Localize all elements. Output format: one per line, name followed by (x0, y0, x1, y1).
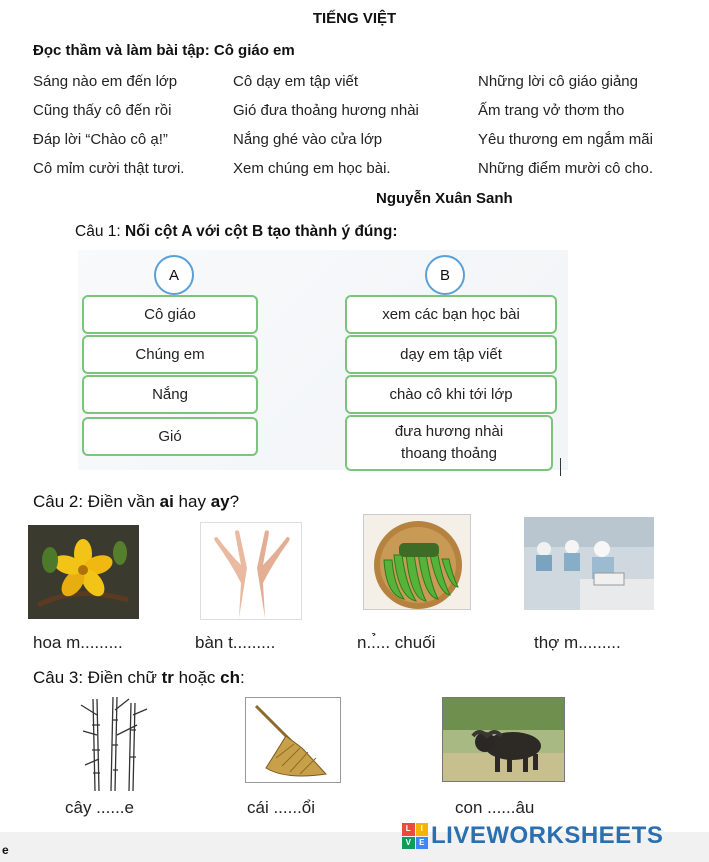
poem-line: Những lời cô giáo giảng (478, 73, 638, 90)
poem-line: Cô mỉm cười thật tươi. (33, 160, 185, 177)
tailors-image (524, 517, 654, 610)
poem-line: Cũng thấy cô đến rồi (33, 102, 172, 119)
logo-badge-icon (402, 823, 428, 849)
match-a-item[interactable]: Chúng em (82, 335, 258, 374)
text-cursor (560, 458, 561, 476)
question-2-option-2: ay (210, 492, 230, 511)
bamboo-image (77, 695, 149, 791)
match-b-item[interactable]: xem các bạn học bài (345, 295, 557, 334)
question-3-title (33, 668, 245, 688)
question-2-option-1: ai (159, 492, 174, 511)
match-b-item[interactable]: đưa hương nhài thoang thoảng (345, 415, 553, 471)
page-title: TIẾNG VIỆT (312, 10, 397, 27)
logo-badge-letter: L (402, 823, 415, 836)
hands-image (200, 522, 302, 620)
reading-subtitle: Đọc thầm và làm bài tập: Cô giáo em (33, 42, 295, 59)
question-3-suffix: : (240, 668, 245, 687)
liveworksheets-logo[interactable] (402, 822, 663, 850)
question-2-prefix: Câu 2: Điền vần (33, 492, 160, 511)
fill-blank-item[interactable]: hoa m......... (33, 633, 123, 652)
poem-author: Nguyễn Xuân Sanh (376, 190, 513, 207)
buffalo-image (442, 697, 565, 782)
fill-blank-item[interactable]: cây ......e (65, 798, 134, 817)
logo-badge-letter: V (402, 837, 415, 850)
question-2-suffix: ? (229, 492, 240, 511)
question-3-prefix: Câu 3: Điền chữ (33, 668, 162, 687)
fill-blank-item[interactable]: bàn t......... (195, 633, 276, 652)
poem-line: Xem chúng em học bài. (233, 160, 391, 177)
match-a-item[interactable]: Nắng (82, 375, 258, 414)
poem-line: Ấm trang vở thơm tho (478, 102, 625, 119)
poem-line: Nắng ghé vào cửa lớp (233, 131, 383, 148)
question-1-label: Câu 1: (75, 223, 125, 240)
question-2-title (33, 492, 239, 512)
logo-text: LIVEWORKSHEETS (431, 822, 664, 849)
match-b-item[interactable]: chào cô khi tới lớp (345, 375, 557, 414)
poem-line: Sáng nào em đến lớp (33, 73, 178, 90)
question-3-option-2: ch (220, 668, 240, 687)
footer-left-char: e (2, 843, 9, 857)
question-1-title (75, 223, 397, 241)
poem-line: Yêu thương em ngắm mãi (478, 131, 653, 148)
poem-line: Gió đưa thoảng hương nhài (233, 102, 419, 119)
poem-line: Những điểm mười cô cho. (478, 160, 653, 177)
logo-badge-letter: E (416, 837, 429, 850)
question-3-option-1: tr (161, 668, 174, 687)
apricot-flower-image (28, 525, 139, 619)
column-a-label: A (154, 255, 194, 295)
poem-line: Cô dạy em tập viết (233, 73, 359, 90)
fill-blank-item[interactable]: n..̉... chuối (357, 633, 436, 652)
fill-blank-item[interactable]: con ......âu (455, 798, 535, 817)
poem-line: Đáp lời “Chào cô ạ!” (33, 131, 168, 148)
fill-blank-item[interactable]: cái ......ổi (247, 798, 316, 817)
logo-badge-letter: I (416, 823, 429, 836)
match-a-item[interactable]: Gió (82, 417, 258, 456)
fill-blank-item[interactable]: thợ m......... (534, 633, 621, 652)
match-a-item[interactable]: Cô giáo (82, 295, 258, 334)
question-1-instruction: Nối cột A với cột B tạo thành ý đúng: (124, 223, 398, 240)
question-2-mid: hay (173, 492, 211, 511)
bananas-image (363, 514, 471, 610)
match-b-item[interactable]: dạy em tập viết (345, 335, 557, 374)
question-3-mid: hoặc (173, 668, 221, 687)
broom-image (245, 697, 341, 783)
column-b-label: B (425, 255, 465, 295)
